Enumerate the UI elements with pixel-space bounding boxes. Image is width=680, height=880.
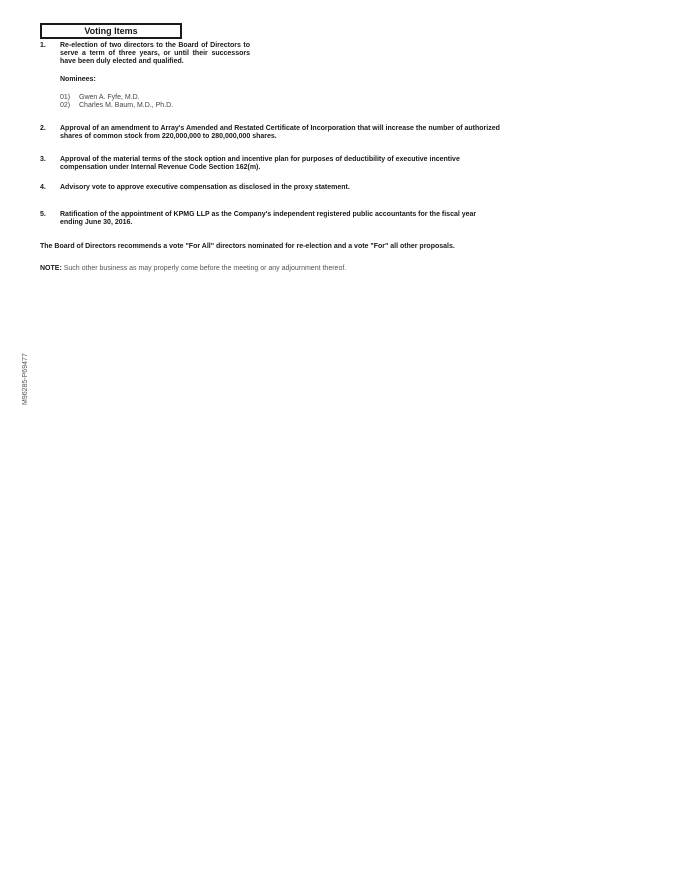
nominee-1 [60, 94, 140, 102]
document-code: M96285-P69477 [22, 353, 29, 405]
item-text: Approval of an amendment to Array's Amended and Restated Certificate of Incorporation that will increase the number of authorized shares of common stock from 220,000,000 to 280,000,000 shares. [60, 125, 500, 140]
nominee-number: 01) [60, 94, 71, 101]
item-text: Ratification of the appointment of KPMG LLP as the Company's independent registered public accountants for the fiscal year ending June 30, 2016. [60, 211, 477, 226]
item-text: Re-election of two directors to the Board of Directors to serve a term of three years, or until their successors have been duly elected and qualified. [60, 42, 250, 65]
nominee-name: Charles M. Baum, M.D., Ph.D. [79, 102, 174, 109]
item-number: 2. [40, 125, 46, 132]
nominee-name: Gwen A. Fyfe, M.D. [79, 94, 140, 101]
item-text: Advisory vote to approve executive compensation as disclosed in the proxy statement. [60, 184, 350, 191]
item-text: Approval of the material terms of the stock option and incentive plan for purposes of deductibility of executive incentive compensation under Internal Revenue Code Section 162(m). [60, 156, 460, 171]
nominee-number: 02) [60, 102, 71, 109]
board-recommendation: The Board of Directors recommends a vote "For All" directors nominated for re-election and a vote "For" all other proposals. [40, 243, 455, 250]
note-text: Such other business as may properly come before the meeting or any adjournment thereof. [63, 265, 347, 272]
item-number: 5. [40, 211, 46, 218]
voting-items-header: Voting Items [40, 23, 182, 39]
item-number: 3. [40, 156, 46, 163]
note [40, 265, 346, 273]
note-label: NOTE: [40, 265, 62, 272]
item-number: 1. [40, 42, 46, 49]
item-number: 4. [40, 184, 46, 191]
nominees-label: Nominees: [60, 76, 96, 83]
nominee-2 [60, 102, 173, 110]
